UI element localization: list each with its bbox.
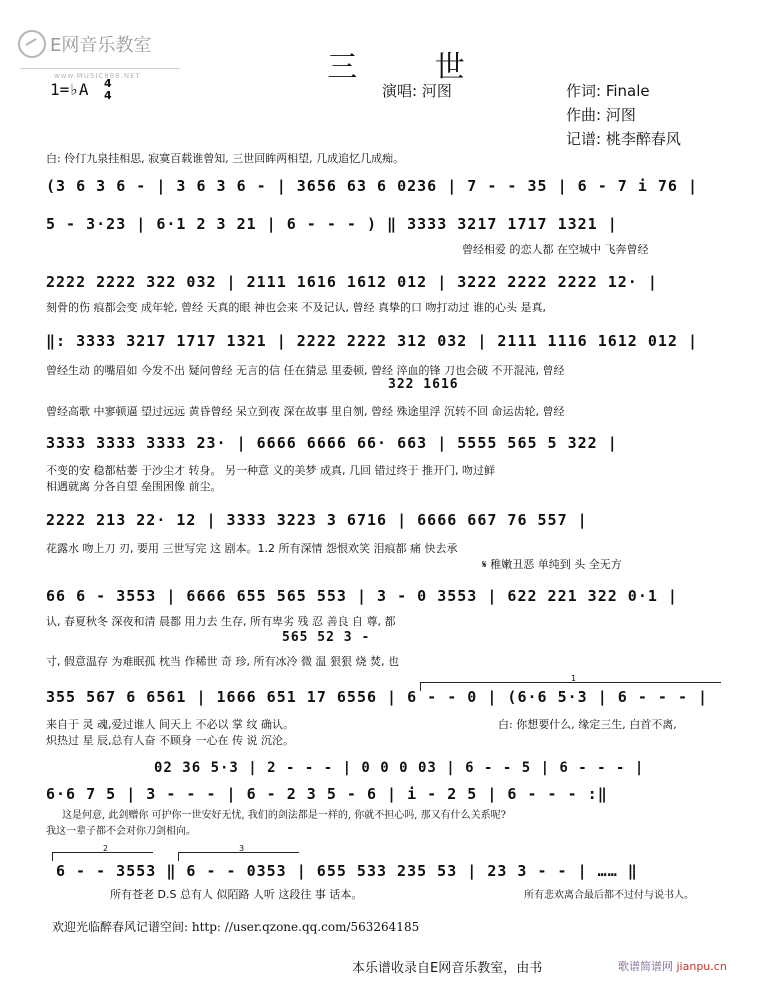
volta-1: 1 [420,682,721,691]
lyric-row-5b: 相遇就离 分各自望 垒围困像 前尘。 [46,480,222,493]
lyric-row-8: 来自于 灵 魂,爱过谁人 间天上 不必以 掌 纹 确认。 [46,718,294,731]
watermark-url: www.MUSIC888.NET [54,72,141,80]
lyric-row-7: 认, 春夏秋冬 深夜和清 晨都 用力去 生存, 所有卑劣 残 忍 善良 自 尊, 都 [46,615,396,628]
dialog-row-8: 白: 你想要什么, 缘定三生, 白首不离, [498,718,677,731]
site-badge [618,958,727,974]
song-title: 三 世 [327,50,499,85]
singer-credit: 演唱: 河图 [382,82,452,100]
notation-row-6: 2222 213 22· 12 | 3333 3223 3 6716 | 6666 667 76 557 | [46,511,588,529]
lyric-row-7b: 寸, 假意温存 为难眠孤 枕当 作稀世 奇 珍, 所有冰冷 微 温 狠狠 烧 焚, 也 [46,655,399,668]
notation-row-10: 6·6 7 5 | 3 - - - | 6 - 2 3 5 - 6 | i - 2 5 | 6 - - - :‖ [46,785,608,803]
intro-dialog: 白: 伶仃九泉挂相思, 寂寞百载谁曾知, 三世回眸两相望, 几成追忆几成痴。 [46,152,405,165]
key-signature: 1=♭A [50,80,89,99]
source-stamp: 本乐谱收录自E网音乐教室，由书 [352,961,543,976]
lyric-row-5: 不变的安 稳都枯萎 于沙尘才 转身。 另一种意 义的美梦 成真, 几回 错过终于 推开门, 吻过鲜 [46,464,495,477]
alt-notation-row-7: 565 52 3 - [282,630,371,645]
time-bottom: 4 [104,89,112,102]
notation-row-11: 6 - - 3553 ‖ 6 - - 0353 | 655 533 235 53 | 23 3 - - | …… ‖ [56,862,638,880]
volta-3: 3 [178,852,299,861]
notation-row-7: 66 6 - 3553 | 6666 655 565 553 | 3 - 0 3553 | 622 221 322 0·1 | [46,587,678,605]
lyric-row-4: 曾经生动 的嘴眉如 今发不出 疑问曾经 无言的信 任在猜忌 里委顿, 曾经 淬血的锋 刀也会破 不开混沌, 曾经 [46,364,565,377]
lyric-row-6: 花露水 吻上刀 刃, 要用 三世写完 这 剧本。1.2 所有深情 怨恨欢笑 泪痕都 痛 快去承 [46,542,458,555]
composer-credit: 作曲: 河图 [566,106,636,124]
lyric-row-3: 刻骨的伤 痕都会变 成年轮, 曾经 天真的眼 神也会来 不及记认, 曾经 真挚的口 吻打动过 谁的心头 是真, [46,301,546,314]
transcriber-credit: 记谱: 桃李醉春风 [566,130,681,148]
notation-row-4: ‖: 3333 3217 1717 1321 | 2222 2222 312 032 | 2111 1116 1612 012 | [46,332,698,350]
watermark-brand: E网音乐教室 [50,35,152,56]
time-signature [104,78,112,102]
dialog-row-11: 所有悲欢离合最后都不过付与说书人。 [524,890,694,901]
lyric-row-8b: 炽热过 星 辰,总有人奋 不顾身 一心在 传 说 沉沦。 [46,734,294,747]
notation-row-2: 5 - 3·23 | 6·1 2 3 21 | 6 - - - ) ‖ 3333 3217 1717 1321 | [46,215,618,233]
notation-row-3: 2222 2222 322 032 | 2111 1616 1612 012 | 3222 2222 2222 12· | [46,273,658,291]
notation-row-5: 3333 3333 3333 23· | 6666 6666 66· 663 | 5555 565 5 322 | [46,434,618,452]
footer-note: 欢迎光临醉春风记谱空间: http: //user.qzone.qq.com/563264185 [52,920,420,934]
notation-row-9: 02 36 5·3 | 2 - - - | 0 0 0 03 | 6 - - 5 | 6 - - - | [154,760,645,776]
alt-notation-row-4: 322 1616 [388,377,459,392]
lyric-row-11: 所有苍老 D.S 总有人 似陌路 人听 这段往 事 话本。 [110,888,363,901]
dialog-row-10b: 我这一辈子都不会对你刀剑相向。 [46,826,196,837]
lyric-row-2: 曾经相爱 的恋人都 在空城中 飞奔曾经 [462,243,649,256]
lyric-row-4b: 曾经高歌 中寥顿逼 望过远远 黄昏曾经 呆立到夜 深在故事 里自刎, 曾经 殊途里浮 沉转不回 命运齿轮, 曾经 [46,405,565,418]
notation-row-1: (3 6 3 6 - | 3 6 3 6 - | 3656 63 6 0236 | 7 - - 35 | 6 - 7 i 76 | [46,177,698,195]
site-name: 歌谱简谱网 [618,960,673,973]
lyricist-credit: 作词: Finale [566,82,650,100]
volta-2: 2 [52,852,153,861]
dialog-row-10: 这是何意, 此剑赠你 可护你一世安好无忧, 我们的剑法都是一样的, 你就不担心吗, 那又有什么关系呢? [62,810,506,821]
site-url: jianpu.cn [676,960,727,973]
lyric-row-6b: 𝄋 稚嫩丑恶 单纯到 头 全无方 [482,558,622,571]
time-top: 4 [104,77,112,90]
notation-row-8: 355 567 6 6561 | 1666 651 17 6556 | 6 - - 0 | (6·6 5·3 | 6 - - - | [46,688,709,706]
